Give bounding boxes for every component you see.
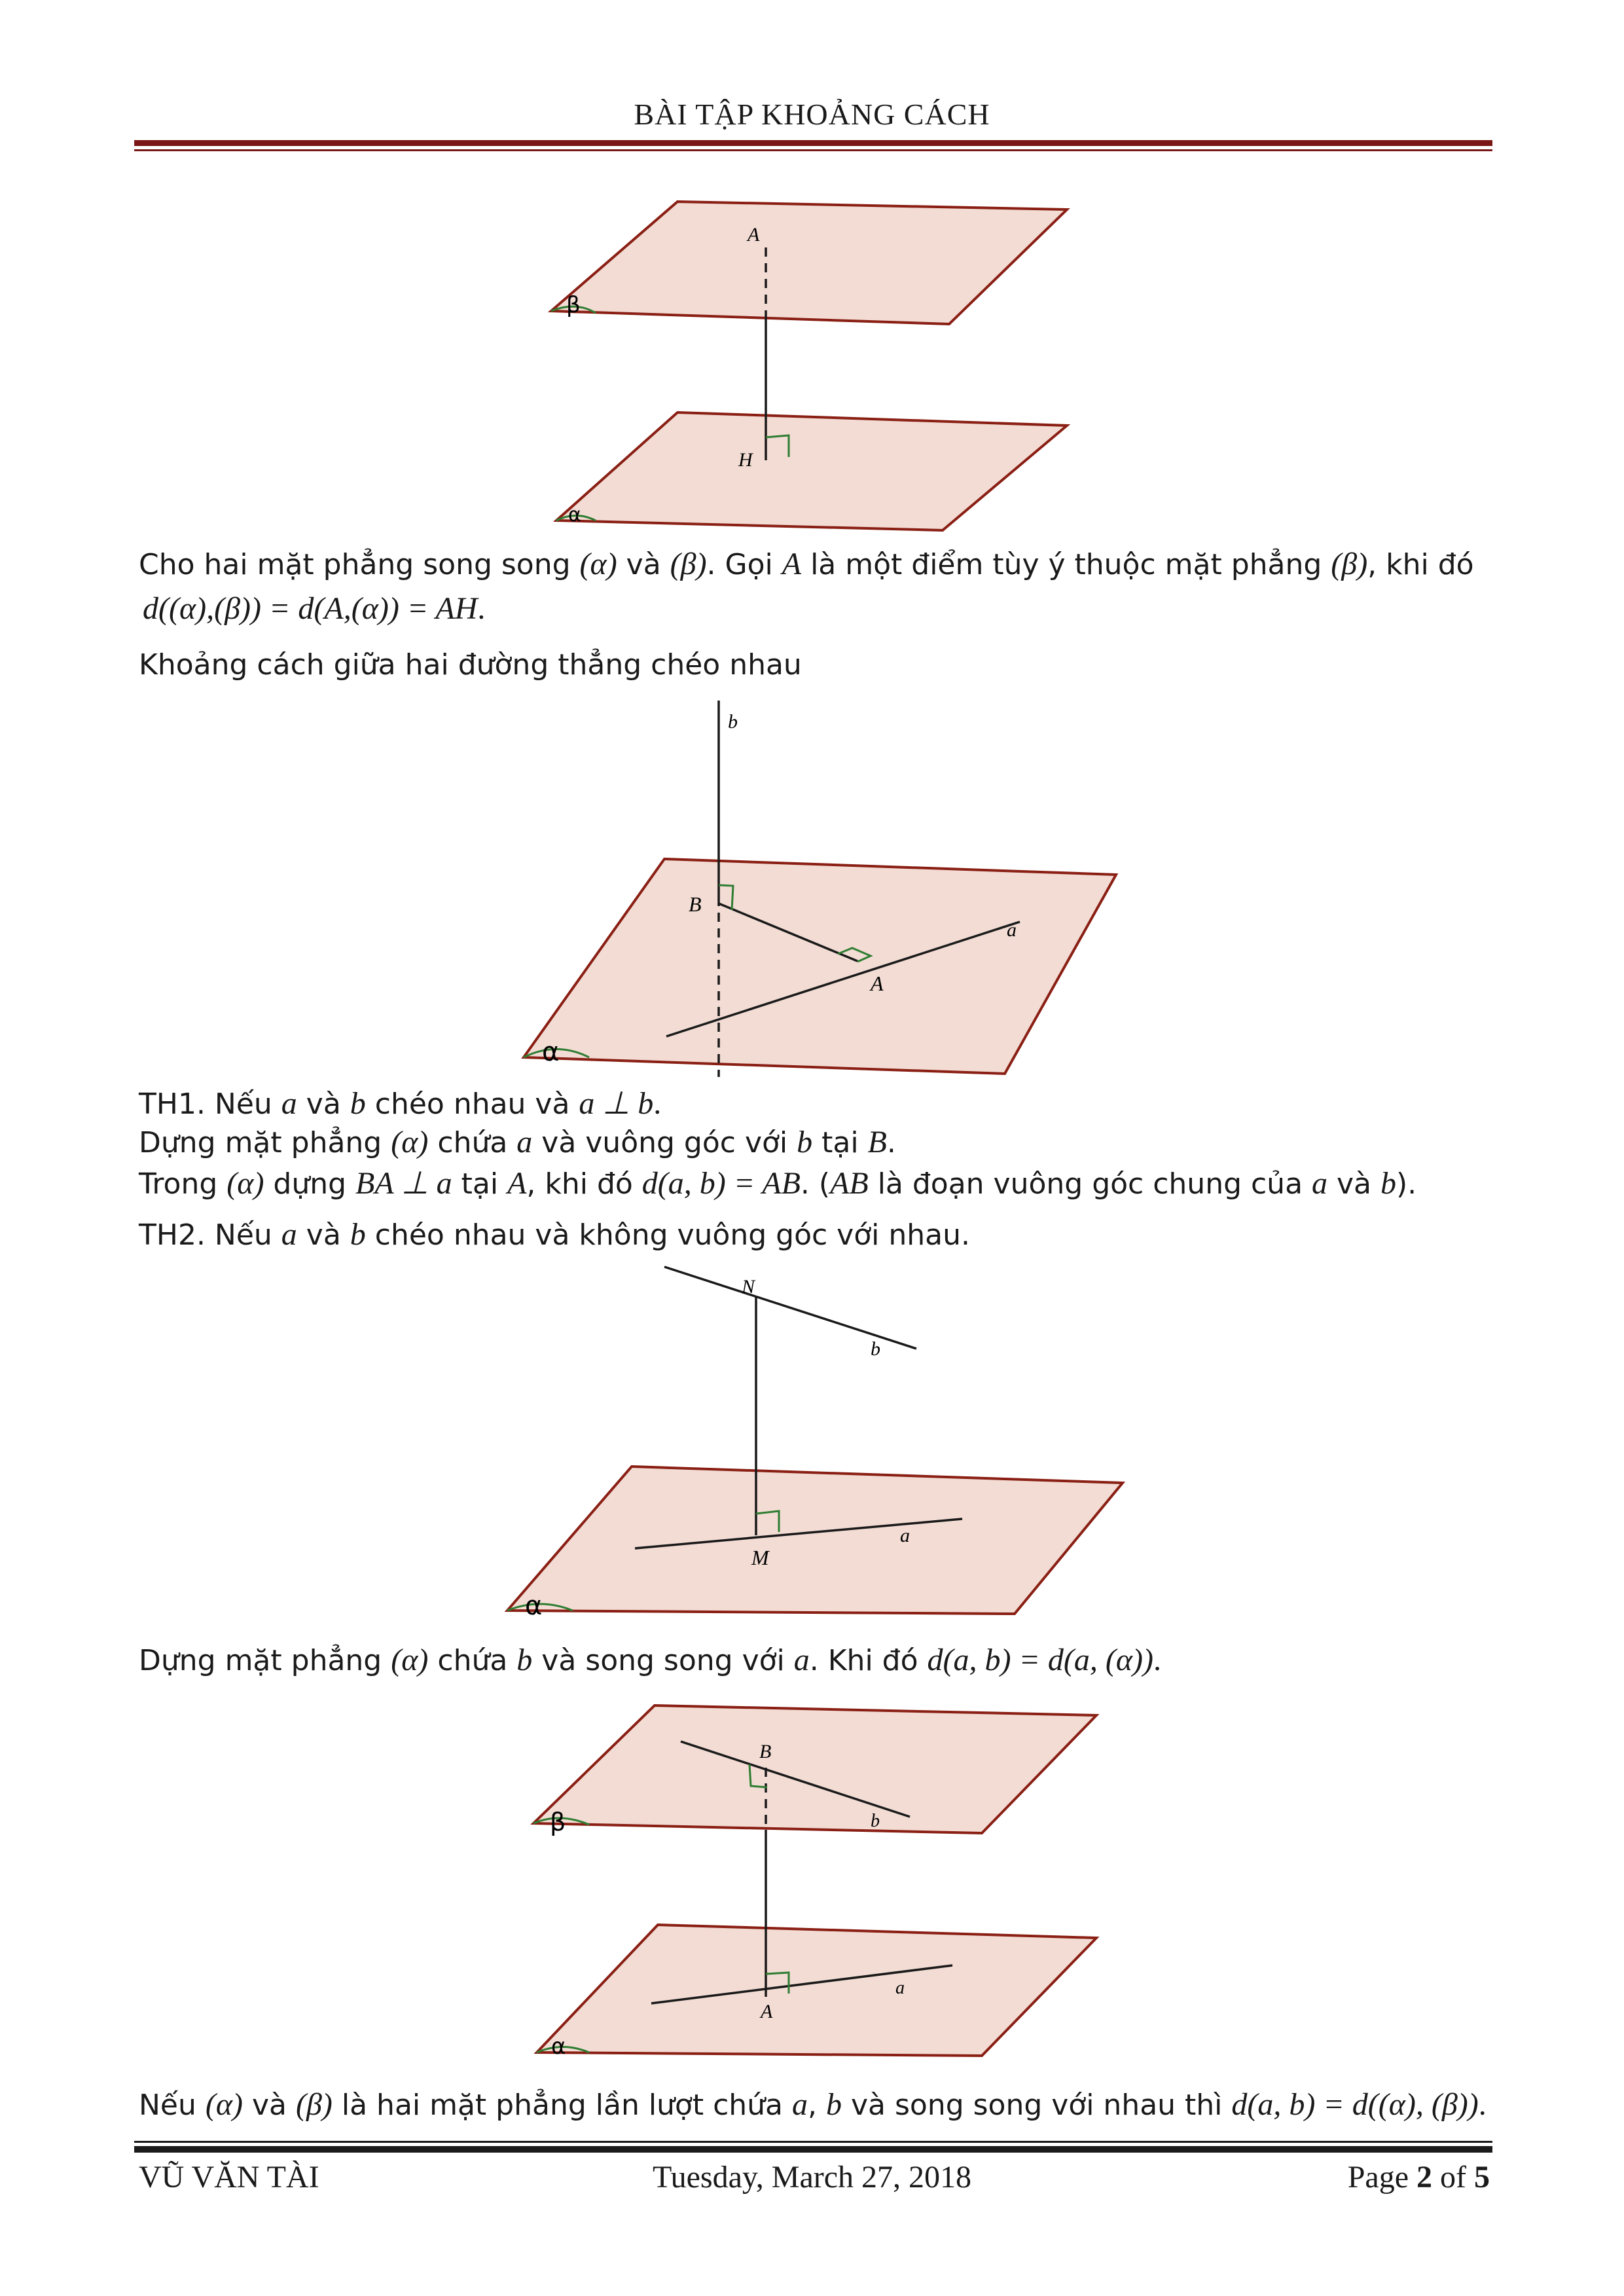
text: Nếu	[139, 2088, 206, 2122]
point-H-label: H	[738, 449, 753, 471]
text: Page	[1347, 2160, 1417, 2195]
math: a	[281, 1217, 297, 1252]
math: (β)	[670, 547, 707, 581]
text: và song song với nhau thì	[841, 2088, 1232, 2122]
line-a-label: a	[900, 1525, 910, 1546]
math: a	[516, 1125, 533, 1159]
figure-parallel-planes	[537, 190, 1080, 543]
text: và	[617, 548, 670, 581]
figure-th1	[517, 701, 1126, 1093]
line-b-label: b	[728, 711, 738, 733]
text: , khi đó	[1367, 548, 1474, 581]
footer-page-number	[1348, 2159, 1490, 2195]
math: (α)	[226, 1166, 264, 1201]
point-M-label: M	[751, 1546, 769, 1569]
math: (α)	[391, 1125, 429, 1159]
text: ).	[1396, 1167, 1417, 1201]
plane-alpha-label: α	[525, 1591, 543, 1621]
math: d(a, b) = AB	[641, 1166, 801, 1201]
section-title-skew-lines: Khoảng cách giữa hai đường thẳng chéo nhau	[139, 648, 802, 682]
page-current: 2	[1416, 2160, 1433, 2195]
math: b	[1380, 1166, 1397, 1201]
text: .	[477, 591, 486, 626]
text: . Khi đó	[809, 1644, 928, 1677]
page-total: 5	[1474, 2160, 1490, 2195]
plane-beta-label: β	[550, 1808, 566, 1836]
text: . (	[800, 1167, 831, 1201]
text: là một điểm tùy ý thuộc mặt phẳng	[801, 548, 1331, 581]
point-A-label: A	[748, 224, 760, 246]
page-header-title: BÀI TẬP KHOẢNG CÁCH	[634, 98, 990, 131]
point-B-label: B	[689, 892, 702, 916]
text: chứa	[428, 1126, 517, 1159]
footer-rule-thick	[134, 2146, 1492, 2153]
figure-two-planes-skew	[524, 1696, 1113, 2062]
plane-beta	[533, 1705, 1096, 1833]
math: d((α),(β)) = d(A,(α)) = AH	[143, 591, 478, 626]
text: .	[1153, 1643, 1161, 1677]
text: Trong	[139, 1167, 227, 1201]
paragraph-two-parallel-planes	[139, 2086, 1487, 2124]
text: và	[297, 1218, 350, 1252]
math: A	[782, 547, 802, 581]
plane-beta	[551, 202, 1067, 324]
text: chéo nhau và không vuông góc với nhau.	[365, 1218, 970, 1252]
math: a	[1312, 1166, 1328, 1201]
footer-date: Tuesday, March 27, 2018	[652, 2160, 972, 2195]
math: b	[350, 1086, 366, 1121]
text: và	[243, 2088, 297, 2122]
text: dựng	[264, 1167, 356, 1201]
text: và vuông góc với	[532, 1126, 797, 1159]
text: Dựng mặt phẳng	[139, 1644, 391, 1677]
paragraph-plane-parallel-a	[139, 1642, 1161, 1679]
plane-alpha-label: α	[568, 503, 581, 526]
math: b	[350, 1217, 366, 1252]
line-a-label: a	[895, 1978, 905, 1998]
point-N-label: N	[742, 1276, 755, 1298]
math: B	[867, 1125, 887, 1159]
math: a	[793, 1643, 810, 1677]
th2-line	[139, 1216, 970, 1254]
text: , khi đó	[526, 1167, 642, 1201]
plane-alpha-label: α	[551, 2033, 566, 2060]
math: a ⊥ b	[579, 1086, 654, 1121]
plane-alpha	[556, 412, 1067, 530]
text: .	[653, 1086, 662, 1121]
plane-alpha	[537, 1925, 1096, 2056]
math: (β)	[296, 2087, 333, 2122]
th1-line3	[139, 1165, 1416, 1203]
text: và	[1327, 1167, 1381, 1201]
math: AB	[830, 1166, 869, 1201]
text: . Gọi	[706, 548, 782, 581]
math: d(a, b) = d(a, (α))	[927, 1643, 1153, 1677]
math: (β)	[1331, 547, 1368, 581]
line-a-label: a	[1007, 919, 1017, 941]
line-b-label: b	[871, 1811, 880, 1831]
text: và	[297, 1087, 350, 1121]
header-rule-thin	[134, 149, 1492, 151]
math: (α)	[205, 2087, 244, 2122]
footer-author: VŨ VĂN TÀI	[139, 2160, 319, 2195]
figure-th2	[504, 1257, 1132, 1624]
math: b	[825, 2087, 842, 2122]
text: và song song với	[532, 1644, 794, 1677]
line-b	[664, 1267, 916, 1349]
line-b-label: b	[871, 1338, 880, 1360]
th1-line1	[139, 1085, 661, 1123]
plane-alpha-label: α	[542, 1037, 560, 1067]
point-A-label: A	[761, 2001, 773, 2022]
text: ,	[808, 2088, 826, 2122]
plane-alpha	[507, 1467, 1123, 1614]
math: b	[516, 1643, 533, 1677]
math: a	[792, 2087, 808, 2122]
footer-rule-thin	[134, 2141, 1492, 2143]
paragraph-parallel-planes-line1	[139, 546, 1474, 583]
math: b	[797, 1125, 813, 1159]
math: d(a, b) = d((α), (β))	[1231, 2087, 1479, 2122]
math: (α)	[391, 1643, 429, 1677]
point-B-label: B	[759, 1741, 772, 1762]
math: A	[507, 1166, 527, 1201]
text: .	[1478, 2087, 1487, 2122]
math: a	[281, 1086, 297, 1121]
math: BA ⊥ a	[355, 1166, 452, 1201]
text: Dựng mặt phẳng	[139, 1126, 391, 1159]
text: TH2. Nếu	[139, 1218, 281, 1252]
header-rule-thick	[134, 140, 1492, 146]
text: Cho hai mặt phẳng song song	[139, 548, 580, 581]
point-A-label: A	[871, 972, 884, 995]
text: chứa	[428, 1644, 517, 1677]
plane-alpha	[524, 859, 1116, 1074]
text: TH1. Nếu	[139, 1087, 281, 1121]
text: chéo nhau và	[365, 1087, 579, 1121]
text: tại	[452, 1167, 508, 1201]
plane-beta-label: β	[566, 292, 581, 318]
text: là đoạn vuông góc chung của	[868, 1167, 1312, 1201]
th1-line2	[139, 1124, 896, 1161]
text: là hai mặt phẳng lần lượt chứa	[332, 2088, 792, 2122]
text: .	[886, 1126, 896, 1159]
formula-plane-distance	[143, 591, 485, 628]
math: (α)	[579, 547, 617, 581]
text: of	[1432, 2160, 1474, 2195]
text: tại	[812, 1126, 868, 1159]
